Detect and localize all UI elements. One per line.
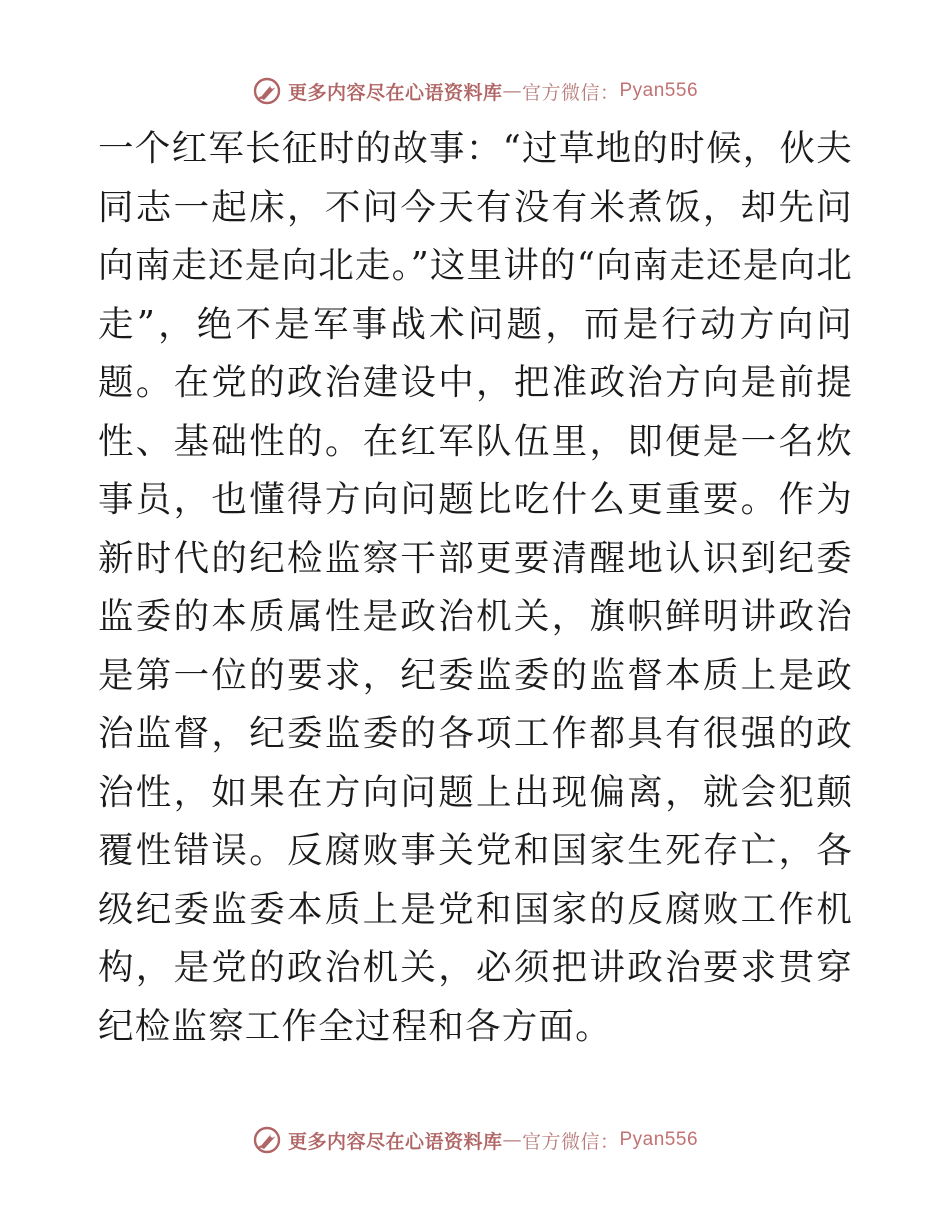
pen-nib-logo-icon [252, 76, 282, 106]
footer-separator: — [502, 1129, 522, 1151]
header-wechat-id: Pyan556 [619, 80, 699, 101]
header-wechat-label: 官方微信： [521, 81, 620, 104]
footer-wechat-id: Pyan556 [619, 1129, 699, 1150]
body-paragraph: 一个红军长征时的故事：“过草地的时候，伙夫同志一起床，不问今天有没有米煮饭，却先问向南走还是向北走。”这里讲的“向南走还是向北走”，绝不是军事战术问题，而是行动方向问题。在党的政治建设中，把准政治方向是前提性、基础性的。在红军队伍里，即便是一名炊事员，也懂得方向问题比吃什么更重要。作为新时代的纪检监察干部更要清醒地认识到纪委监委的本质属性是政治机关，旗帜鲜明讲政治是第一位的要求，纪委监委的监督本质上是政治监督，纪委监委的各项工作都具有很强的政治性，如果在方向问题上出现偏离，就会犯颠覆性错误。反腐败事关党和国家生死存亡，各级纪委监委本质上是党和国家的反腐败工作机构，是党的政治机关，必须把讲政治要求贯穿纪检监察工作全过程和各方面。 [98, 128, 853, 1047]
footer-wechat-label: 官方微信： [521, 1130, 620, 1153]
header-separator: — [502, 80, 522, 102]
footer-banner [0, 1122, 950, 1158]
pen-nib-logo-icon [252, 1125, 282, 1155]
header-brand-text: 更多内容尽在心语资料库 [287, 81, 503, 104]
header-banner [0, 73, 950, 109]
footer-brand-text: 更多内容尽在心语资料库 [287, 1130, 503, 1153]
